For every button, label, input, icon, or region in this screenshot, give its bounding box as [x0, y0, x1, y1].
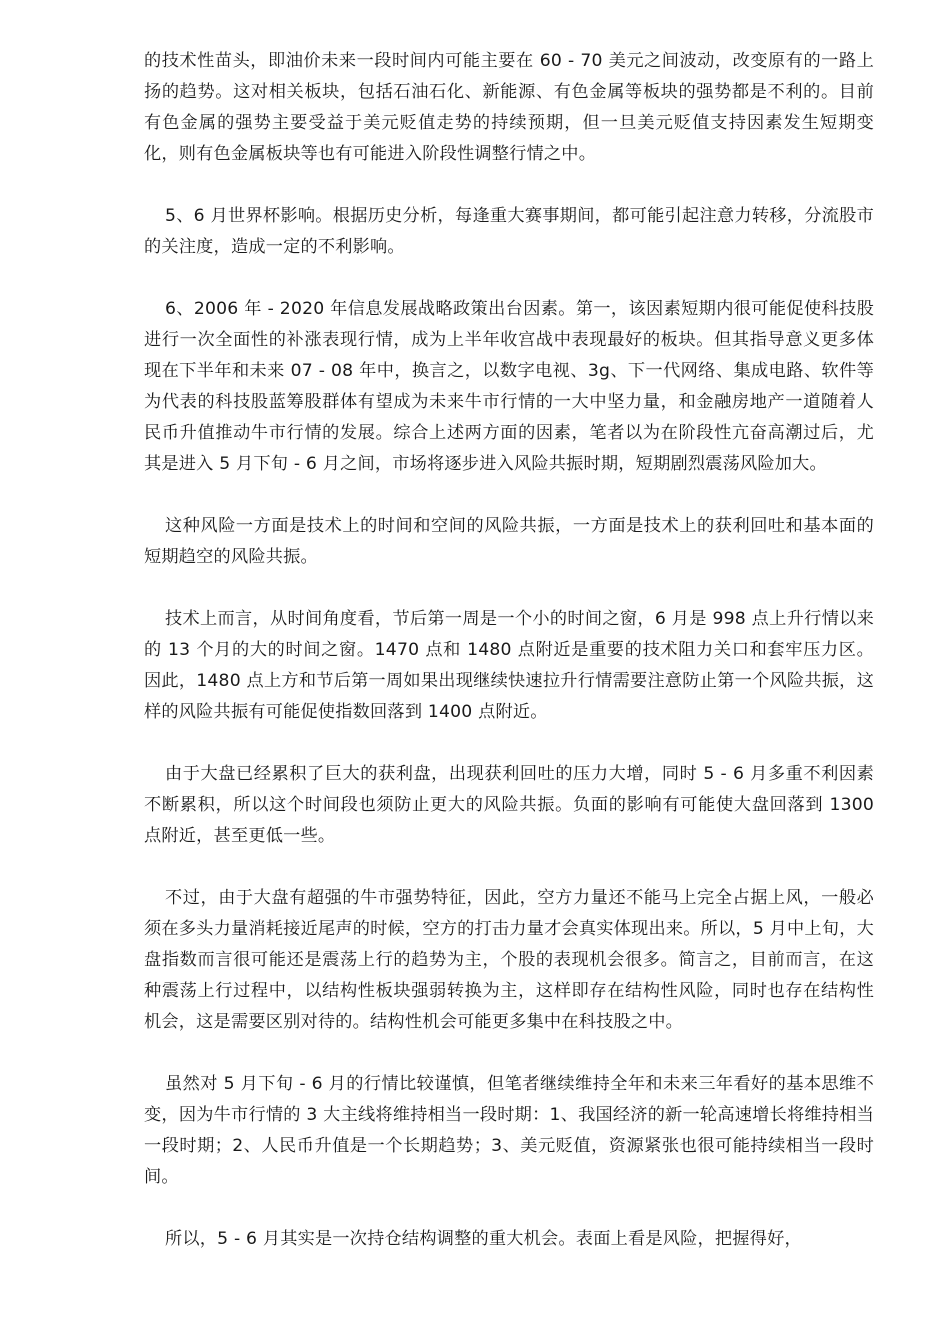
paragraph-long-term-view: 虽然对 5 月下旬 - 6 月的行情比较谨慎，但笔者继续维持全年和未来三年看好的基本思维不变，因为牛市行情的 3 大主线将维持相当一段时期：1、我国经济的新一轮高速增长将维持相当一段时期；2、人民币升值是一个长期趋势；3、美元贬值，资源紧张也很可能持续相当一段时间。: [144, 1074, 874, 1187]
paragraph-technical-time: 技术上而言，从时间角度看，节后第一周是一个小的时间之窗，6 月是 998 点上升行情以来的 13 个月的大的时间之窗。1470 点和 1480 点附近是重要的技术阻力关口和套牢压力区。因此，1480 点上方和节后第一周如果出现继续快速拉升行情需要注意防止第一个风险共振，这样的风险共振有可能促使指数回落到 1400 点附近。: [144, 609, 874, 722]
paragraph-risk-resonance: 这种风险一方面是技术上的时间和空间的风险共振，一方面是技术上的获利回吐和基本面的短期趋空的风险共振。: [144, 516, 874, 567]
paragraph-info-strategy: 6、2006 年 - 2020 年信息发展战略政策出台因素。第一，该因素短期内很可能促使科技股进行一次全面性的补涨表现行情，成为上半年收宫战中表现最好的板块。但其指导意义更多体现在下半年和未来 07 - 08 年中，换言之，以数字电视、3g、下一代网络、集成电路、软件等为代表的科技股蓝筹股群体有望成为未来牛市行情的一大中坚力量，和金融房地产一道随着人民币升值推动牛市行情的发展。综合上述两方面的因素，笔者以为在阶段性亢奋高潮过后，尤其是进入 5 月下旬 - 6 月之间，市场将逐步进入风险共振时期，短期剧烈震荡风险加大。: [144, 299, 874, 474]
paragraph-position-adjustment: 所以，5 - 6 月其实是一次持仓结构调整的重大机会。表面上看是风险，把握得好，: [165, 1229, 802, 1249]
paragraph-oil-price: 的技术性苗头，即油价未来一段时间内可能主要在 60 - 70 美元之间波动，改变原有的一路上扬的趋势。这对相关板块，包括石油石化、新能源、有色金属等板块的强势都是不利的。目前有色金属的强势主要受益于美元贬值走势的持续预期，但一旦美元贬值支持因素发生短期变化，则有色金属板块等也有可能进入阶段性调整行情之中。: [144, 51, 874, 164]
document-page: [144, 46, 874, 1255]
paragraph-profit-taking: 由于大盘已经累积了巨大的获利盘，出现获利回吐的压力大增，同时 5 - 6 月多重不利因素不断累积，所以这个时间段也须防止更大的风险共振。负面的影响有可能使大盘回落到 1300 点附近，甚至更低一些。: [144, 764, 874, 846]
paragraph-bull-market: 不过，由于大盘有超强的牛市强势特征，因此，空方力量还不能马上完全占据上风，一般必须在多头力量消耗接近尾声的时候，空方的打击力量才会真实体现出来。所以，5 月中上旬，大盘指数而言很可能还是震荡上行的趋势为主，个股的表现机会很多。简言之，目前而言，在这种震荡上行过程中，以结构性板块强弱转换为主，这样即存在结构性风险，同时也存在结构性机会，这是需要区别对待的。结构性机会可能更多集中在科技股之中。: [144, 888, 874, 1032]
paragraph-world-cup: 5、6 月世界杯影响。根据历史分析，每逢重大赛事期间，都可能引起注意力转移，分流股市的关注度，造成一定的不利影响。: [144, 206, 874, 257]
